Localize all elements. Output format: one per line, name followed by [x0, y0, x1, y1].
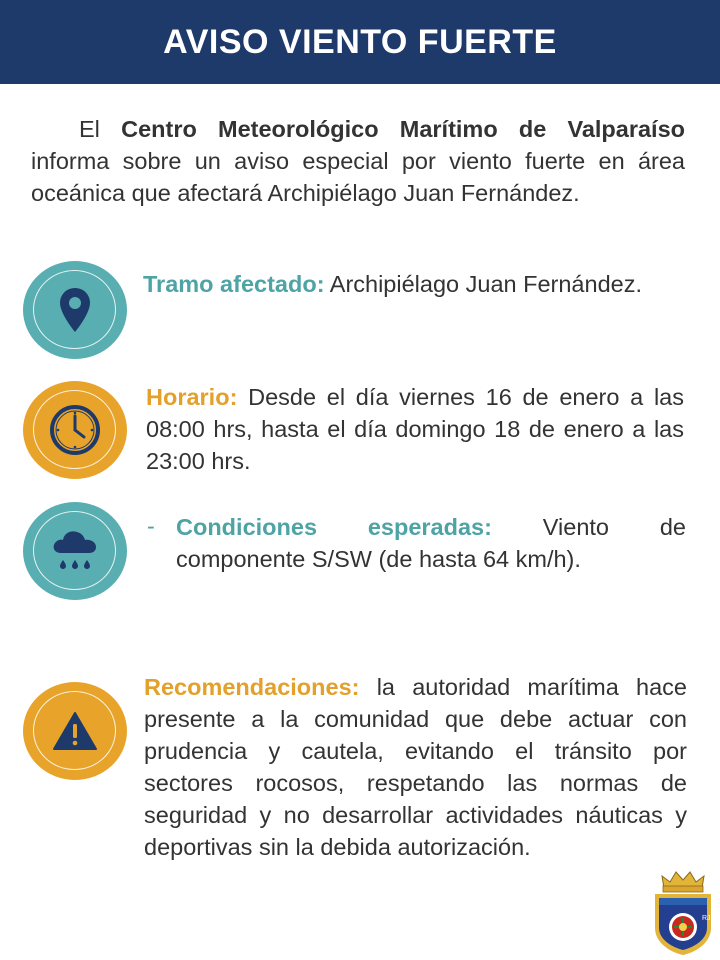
- rain-cloud-badge: [23, 502, 127, 600]
- location-pin-badge: [23, 261, 127, 359]
- header-banner: [0, 0, 720, 84]
- section-label: Horario:: [146, 384, 238, 410]
- section-recommendations: [144, 671, 687, 863]
- section-text: Archipiélago Juan Fernández.: [329, 271, 642, 297]
- intro-prefix: El: [79, 116, 100, 142]
- section-affected-area: [143, 268, 683, 300]
- section-text: Desde el día viernes 16 de enero a las 08:00 hrs, hasta el día domingo 18 de enero a las 23:00 hrs.: [146, 384, 684, 474]
- section-text: la autoridad marítima hace presente a la comunidad que debe actuar con prudencia y cautela, evitando el tránsito por sectores rocosos, respetando las normas de seguridad y no desarrollar actividades náuticas y deportivas sin la debida autorización.: [144, 674, 687, 860]
- warning-icon: [52, 711, 98, 751]
- section-text: Viento de componente S/SW (de hasta 64 km/h).: [176, 514, 686, 572]
- clock-badge: [23, 381, 127, 479]
- section-conditions: [176, 511, 686, 575]
- clock-icon: [49, 404, 101, 456]
- location-pin-icon: [58, 286, 92, 334]
- intro-rest: informa sobre un aviso especial por viento fuerte en área oceánica que afectará Archipiélago Juan Fernández.: [31, 148, 685, 206]
- section-schedule: [146, 381, 684, 477]
- section-bullet: -: [147, 513, 155, 539]
- svg-text:RJ: RJ: [702, 915, 711, 922]
- page-title: AVISO VIENTO FUERTE: [163, 22, 557, 61]
- section-label: Condiciones esperadas:: [176, 514, 492, 540]
- section-label: Tramo afectado:: [143, 271, 325, 297]
- section-label: Recomendaciones:: [144, 674, 360, 700]
- intro-org: Centro Meteorológico Marítimo de Valparaíso: [121, 116, 686, 142]
- rain-cloud-icon: [49, 527, 101, 575]
- intro-paragraph: [31, 113, 685, 209]
- navy-crest-logo: [650, 868, 716, 956]
- warning-badge: [23, 682, 127, 780]
